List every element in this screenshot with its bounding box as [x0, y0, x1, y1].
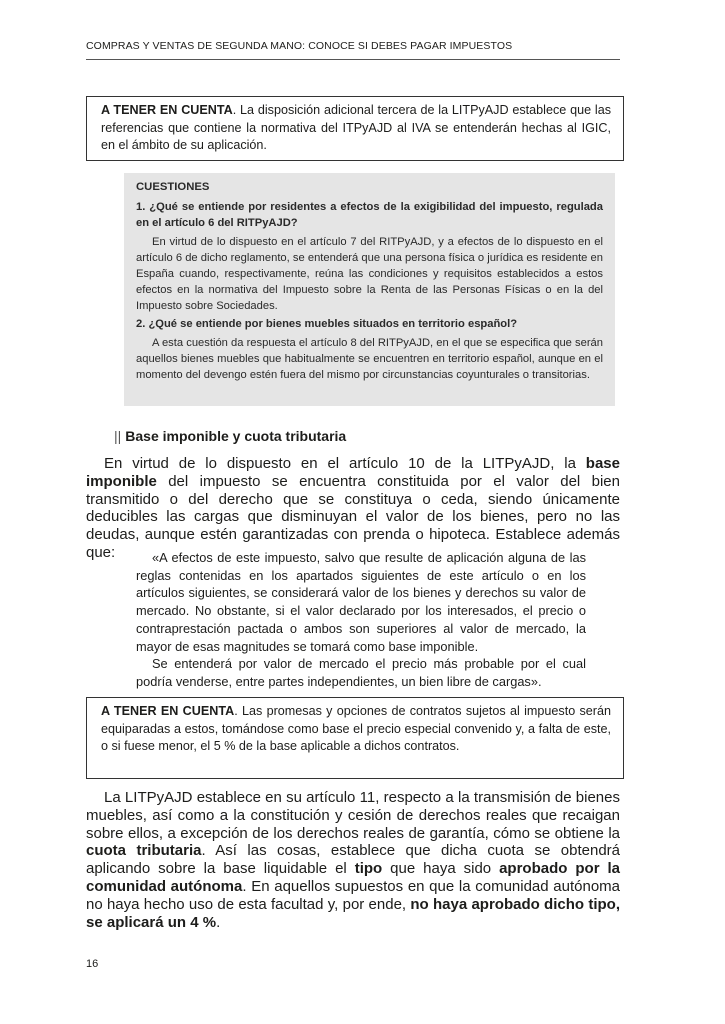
- paragraph-base-imponible: [86, 455, 620, 562]
- section-heading-text: Base imponible y cuota tributaria: [125, 428, 347, 444]
- para2-text-5: .: [216, 913, 221, 931]
- para1-text-2: del impuesto se encuentra constituida por el valor del bien transmitido o del derecho que se constituya o ceda, siendo únicamente deducibles las cargas que disminuyan el valor de los bienes, pero no las deudas, aunque estén garantizadas con prenda o hipoteca. Establece además que:: [86, 472, 620, 561]
- para2-text-1: La LITPyAJD establece en su artículo 11, respecto a la transmisión de bienes muebles, así como a la constitución y cesión de derechos reales que recaigan sobre ellos, a excepción de los derechos reales de garantía, cómo se obtiene la: [86, 789, 620, 842]
- cuestiones-box: [124, 173, 615, 406]
- quote-paragraph-1: «A efectos de este impuesto, salvo que resulte de aplicación alguna de las reglas contenidas en los apartados siguientes de este artículo o en los artículos siguientes, se considerará valor de los bienes y derechos su valor de mercado. No obstante, si el valor declarado por los interesados, el precio o contraprestación pactada o ambos son superiores al valor de mercado, la mayor de esas magnitudes se tomará como base imponible.: [136, 550, 586, 654]
- paragraph-cuota-tributaria: [86, 789, 620, 931]
- question-2: 2. ¿Qué se entiende por bienes muebles situados en territorio español?: [136, 318, 518, 330]
- para2-text-2: . Así las cosas, establece que dicha cuota se obtendrá aplicando sobre la base liquidable el: [86, 842, 620, 878]
- note-text: . Las promesas y opciones de contratos sujetos al impuesto serán equiparadas a estos, tomándose como base el precio especial convenido y, a falta de este, o si fuese menor, el 5 % de la base aplicable a dichos contratos.: [101, 704, 611, 753]
- note-label: A TENER EN CUENTA: [101, 704, 235, 718]
- running-header: COMPRAS Y VENTAS DE SEGUNDA MANO: CONOCE SI DEBES PAGAR IMPUESTOS: [86, 40, 620, 60]
- heading-marker: ||: [114, 428, 122, 444]
- legal-quote: [136, 549, 586, 691]
- para1-text-1: En virtud de lo dispuesto en el artículo 10 de la LITPyAJD, la: [104, 455, 586, 472]
- note-label: A TENER EN CUENTA: [101, 103, 233, 117]
- page-number: 16: [86, 958, 99, 970]
- para2-bold-4: no haya aprobado dicho tipo, se aplicará un 4 %: [86, 895, 620, 931]
- para2-text-3: que haya sido: [382, 860, 500, 878]
- para2-bold-3: aprobado por la comunidad autónoma: [86, 860, 620, 895]
- note-box-promesas: [86, 697, 624, 779]
- note-text: . La disposición adicional tercera de la LITPyAJD establece que las referencias que contiene la normativa del ITPyAJD al IVA se entenderán hechas al IGIC, en el ámbito de su aplicación.: [101, 103, 611, 152]
- note-box-igic: [86, 96, 624, 161]
- cuestiones-title: CUESTIONES: [136, 181, 210, 193]
- answer-2: A esta cuestión da respuesta el artículo 8 del RITPyAJD, en el que se especifica que serán aquellos bienes muebles que habitualmente se encuentren en territorio español, aunque en el momento del devengo estén fuera del mismo por circunstancias coyunturales o transitorias.: [136, 337, 603, 381]
- para1-bold-1: base imponible: [86, 455, 620, 490]
- quote-paragraph-2: Se entenderá por valor de mercado el precio más probable por el cual podría venderse, entre partes independientes, un bien libre de cargas».: [136, 656, 586, 689]
- para2-bold-2: tipo: [354, 860, 383, 878]
- question-1: 1. ¿Qué se entiende por residentes a efectos de la exigibilidad del impuesto, regulada en el artículo 6 del RITPyAJD?: [136, 201, 603, 229]
- para2-text-4: . En aquellos supuestos en que la comunidad autónoma no haya hecho uso de esta facultad y, por ende,: [86, 877, 621, 913]
- answer-1: En virtud de lo dispuesto en el artículo 7 del RITPyAJD, y a efectos de lo dispuesto en el artículo 6 de dicho reglamento, se entenderá que una persona física o jurídica es residente en España cuando, respectivamente, reúna las condiciones y requisitos establecidos a estos efectos en la normativa del Impuesto sobre la Renta de las Personas Físicas o en la del Impuesto sobre Sociedades.: [136, 236, 603, 312]
- section-heading: [114, 428, 346, 444]
- para2-bold-1: cuota tributaria: [86, 842, 202, 860]
